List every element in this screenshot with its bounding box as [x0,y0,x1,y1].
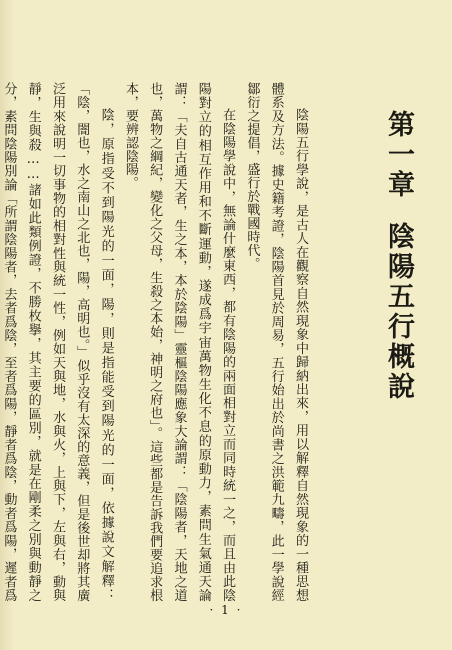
chapter-number: 第一章 [383,110,414,200]
chapter-heading [378,110,418,402]
body-text [1,82,312,602]
paragraph: 在陰陽學說中，無論什麼東西，都有陰陽的兩面相對立而同時統一之，而且由此陰陽對立的相互作用和不斷運動，遂成爲宇宙萬物生化不息的原動力，素問生氣通天論謂：「夫自古通天者，生之本，本於陰陽」靈樞陰陽應象大論謂：「陰陽者，天地之道也，萬物之綱紀，變化之父母，生殺之本始，神明之府也」。這些都是告訴我們要追求根本，要辨認陰陽。 [122,82,236,602]
page-number: · 1 · [209,603,243,617]
chapter-title: 陰陽五行概說 [383,222,414,402]
paragraph: 陰，原指受不到陽光的一面，陽，則是指能受到陽光的一面，依據說文解釋：「陰，闇也，水之南山之北也，陽，高明也。」似乎沒有太深的意義，但是後世却將其廣泛用來說明一切事物的相對性與統一性，例如天與地，水與火，上與下，左與右，動與靜，生與殺……諸如此類例證，不勝枚擧，其主要的區別，就是在剛柔之別與動靜之分，素問陰陽別論「所謂陰陽者，去者爲陰，至者爲陽，靜者爲陰，動者爲陽，遲者爲 [1,82,114,602]
paragraph: 陰陽五行學說，是古人在觀察自然現象中歸納出來，用以解釋自然現象的一種思想體系及方法。據史籍考證，陰陽首見於周易，五行始出於尚書之洪範九疇，此一學說經鄒衍之提倡，盛行於戰國時代。 [244,82,308,602]
